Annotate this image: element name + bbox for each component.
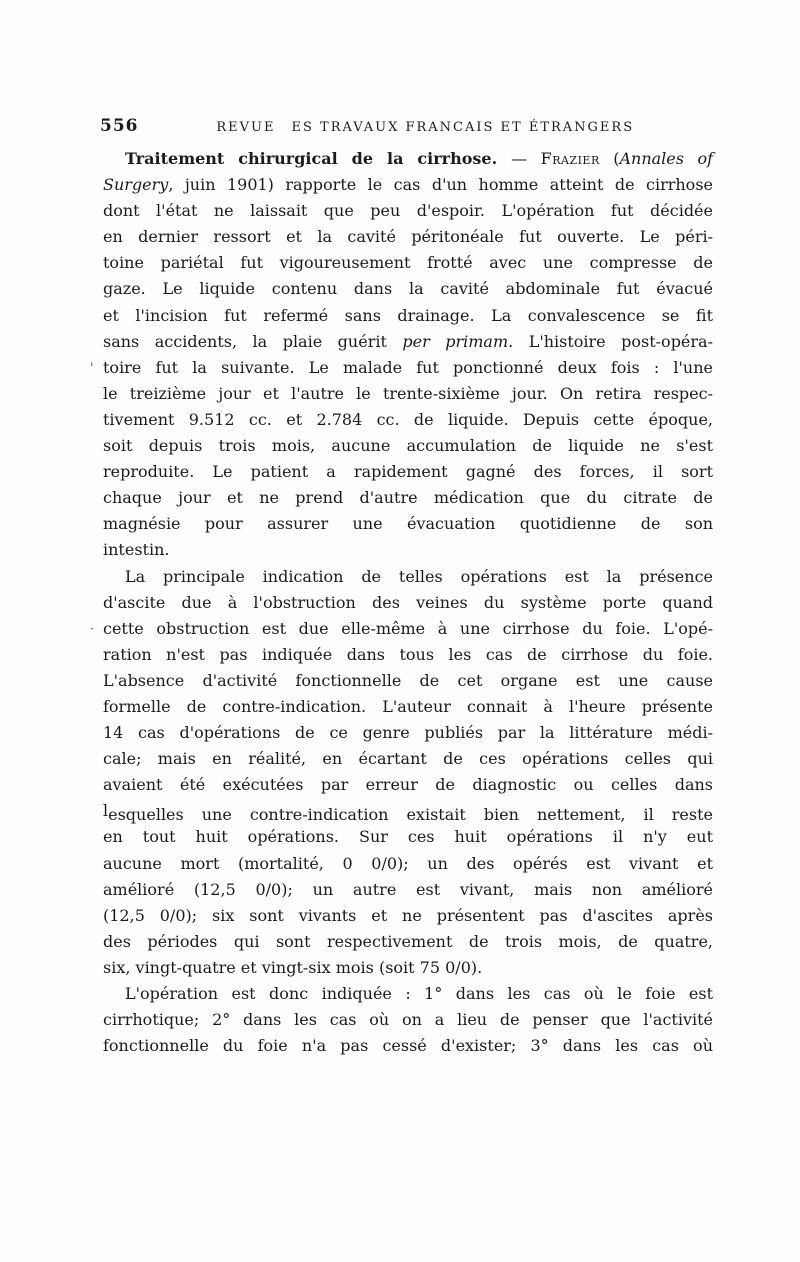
running-title-part-b: ES TRAVAUX FRANCAIS ET ÉTRANGERS <box>291 120 635 135</box>
text-line <box>103 877 713 903</box>
margin-artifact-mark: ' <box>90 360 94 376</box>
text-segment: Surgery <box>103 175 169 195</box>
text-segment: toine pariétal fut vigoureusement frotté avec une compresse de <box>103 253 713 273</box>
margin-artifact-mark: · <box>90 621 95 637</box>
text-segment: chaque jour et ne prend d'autre médication que du citrate de <box>103 488 713 508</box>
text-line <box>103 381 713 407</box>
text-line <box>103 276 713 302</box>
text-line <box>103 511 713 537</box>
text-segment: sans accidents, la plaie guérit <box>103 331 403 351</box>
text-segment: . L'histoire post-opéra- <box>508 331 713 351</box>
text-segment: l <box>103 801 109 821</box>
text-segment: ration n'est pas indiquée dans tous les cas de cirrhose du foie. <box>103 644 713 664</box>
text-line <box>103 250 713 276</box>
text-line <box>103 694 713 720</box>
text-segment: (12,5 0/0); six sont vivants et ne présentent pas d'ascites après <box>103 905 713 925</box>
text-line <box>103 146 713 172</box>
text-segment: 14 cas d'opérations de ce genre publiés par la littérature médi- <box>103 723 713 743</box>
text-segment: le treizième jour et l'autre le trente-sixième jour. On retira respec- <box>103 383 713 403</box>
running-title-part-a: REVUE <box>216 120 276 135</box>
text-line <box>103 824 713 850</box>
text-segment: Annales of <box>619 149 714 168</box>
text-line <box>103 668 713 694</box>
text-segment: La principale indication de telles opérations est la présence <box>125 566 713 586</box>
text-line <box>103 537 713 563</box>
text-segment: tivement 9.512 cc. et 2.784 cc. de liquide. Depuis cette époque, <box>103 409 713 429</box>
text-line <box>103 955 713 981</box>
page-header <box>100 116 712 136</box>
text-segment: en tout huit opérations. Sur ces huit opérations il n'y eut <box>103 827 713 847</box>
page-number: 556 <box>100 116 139 136</box>
text-line <box>103 433 713 459</box>
text-line <box>103 590 713 616</box>
text-line <box>103 746 713 772</box>
text-segment: formelle de contre-indication. L'auteur connait à l'heure présente <box>103 696 713 716</box>
text-segment: toire fut la suivante. Le malade fut ponctionné deux fois : l'une <box>103 357 713 377</box>
text-segment: d'ascite due à l'obstruction des veines du système porte quand <box>103 592 713 612</box>
text-segment: intestin. <box>103 540 170 560</box>
text-line <box>103 303 713 329</box>
text-line <box>103 903 713 929</box>
text-line <box>90 355 713 381</box>
text-segment: six, vingt-quatre et vingt-six mois (soit 75 0/0). <box>103 957 483 977</box>
text-line <box>103 981 713 1007</box>
text-segment: cale; mais en réalité, en écartant de ces opérations celles qui <box>103 749 713 769</box>
text-segment: en dernier ressort et la cavité péritonéale fut ouverte. Le péri- <box>103 227 713 247</box>
text-segment: ( <box>599 149 620 168</box>
text-line <box>103 1007 713 1033</box>
text-line <box>103 459 713 485</box>
text-line <box>103 198 713 224</box>
text-line <box>103 172 713 198</box>
text-segment: per primam <box>402 331 509 351</box>
text-segment: reproduite. Le patient a rapidement gagné des forces, il sort <box>103 462 713 482</box>
text-segment: — <box>511 149 541 168</box>
text-segment: aucune mort (mortalité, 0 0/0); un des opérés est vivant et <box>103 853 713 873</box>
text-segment: gaze. Le liquide contenu dans la cavité abdominale fut évacué <box>103 279 713 299</box>
text-line <box>103 329 713 355</box>
text-segment: L'absence d'activité fonctionnelle de cet organe est une cause <box>103 670 713 690</box>
text-line <box>103 772 713 798</box>
text-segment: Traitement chirurgical de la cirrhose. <box>125 149 512 168</box>
text-segment: amélioré (12,5 0/0); un autre est vivant, mais non amélioré <box>103 879 713 899</box>
text-line <box>103 407 713 433</box>
text-segment: et l'incision fut refermé sans drainage. La convalescence se fit <box>103 305 713 325</box>
text-segment: Frazier <box>540 149 600 168</box>
text-segment: L'opération est donc indiquée : 1° dans les cas où le foie est <box>125 984 713 1003</box>
text-line <box>103 720 713 746</box>
text-segment: magnésie pour assurer une évacuation quotidienne de son <box>103 514 713 534</box>
article-body <box>90 146 714 1059</box>
running-title <box>139 120 713 135</box>
text-segment: cette obstruction est due elle-même à une cirrhose du foie. L'opé- <box>103 618 713 638</box>
text-segment: cirrhotique; 2° dans les cas où on a lieu de penser que l'activité <box>103 1010 713 1030</box>
text-line <box>103 642 713 668</box>
text-line <box>103 851 713 877</box>
text-segment: soit depuis trois mois, aucune accumulation de liquide ne s'est <box>103 436 713 456</box>
text-line <box>103 1033 713 1059</box>
text-segment: des périodes qui sont respectivement de trois mois, de quatre, <box>103 931 713 951</box>
text-line <box>103 564 713 590</box>
text-line <box>103 485 713 511</box>
text-line <box>103 929 713 955</box>
text-line <box>103 224 713 250</box>
text-line <box>90 616 713 642</box>
text-segment: avaient été exécutées par erreur de diagnostic ou celles dans <box>103 775 713 795</box>
text-segment: esquelles une contre-indication existait bien nettement, il reste <box>108 805 713 825</box>
text-segment: dont l'état ne laissait que peu d'espoir. L'opération fut décidée <box>103 201 713 221</box>
text-segment: , juin 1901) rapporte le cas d'un homme atteint de cirrhose <box>168 175 713 195</box>
text-line <box>103 798 713 824</box>
text-segment: fonctionnelle du foie n'a pas cessé d'exister; 3° dans les cas où <box>103 1036 713 1056</box>
